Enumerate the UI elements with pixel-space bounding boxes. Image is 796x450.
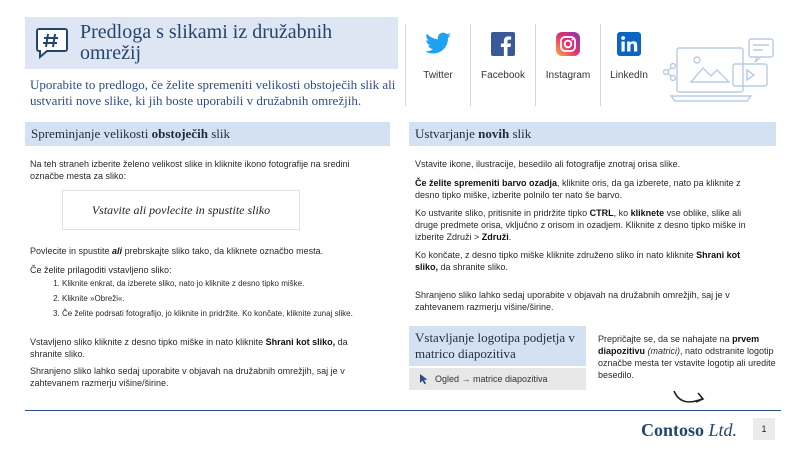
social-label: LinkedIn bbox=[610, 70, 648, 81]
section-header-create bbox=[409, 122, 776, 146]
image-placeholder-label: Vstavite ali povlecite in spustite sliko bbox=[91, 203, 271, 217]
laptop-illustration-icon bbox=[663, 38, 781, 110]
text-pre: Vstavljeno sliko kliknite z desno tipko miške in nato kliknite bbox=[30, 337, 266, 347]
section-header-logo: Vstavljanje logotipa podjetja v matrico diapozitiva bbox=[409, 326, 586, 366]
brand-logo bbox=[641, 420, 737, 441]
text-bold: Shrani kot sliko, bbox=[265, 337, 336, 347]
text-pre: Ko ustvarite sliko, pritisnite in pridržite tipko bbox=[415, 208, 590, 218]
paragraph: Če želite prilagoditi vstavljeno sliko: bbox=[30, 265, 172, 275]
text-bold: prvem diapozitivu bbox=[598, 334, 760, 356]
page-title: Predloga s slikami iz družabnih omrežij bbox=[80, 21, 333, 64]
view-slide-master-link[interactable] bbox=[409, 368, 586, 390]
curved-arrow-icon bbox=[672, 385, 708, 411]
facebook-icon bbox=[491, 32, 515, 56]
text-pre: Prepričajte se, da se nahajate na bbox=[598, 334, 733, 344]
text-mid: , ko bbox=[613, 208, 631, 218]
text-bold: kliknete bbox=[630, 208, 665, 218]
heading-bold: novih bbox=[478, 126, 510, 141]
paragraph bbox=[415, 207, 765, 243]
social-label: Facebook bbox=[481, 70, 525, 81]
heading-pre: Spreminjanje velikosti bbox=[31, 126, 152, 141]
text-post: prebrskajte sliko tako, da kliknete označbo mesta. bbox=[122, 246, 324, 256]
instagram-icon bbox=[556, 32, 580, 56]
paragraph: Na teh straneh izberite želeno velikost slike in kliknite ikono fotografije na sredini označbe mesta za sliko: bbox=[30, 159, 350, 181]
text-post: , kliknite oris, da ga izberete, nato pa kliknite z desno tipko miške, izberite polnilo ter nato še barvo. bbox=[415, 178, 741, 200]
text-pre: Ko končate, z desno tipko miške kliknite združeno sliko in nato kliknite bbox=[415, 250, 697, 260]
text-bold: Združi bbox=[481, 232, 509, 242]
linkedin-icon bbox=[617, 32, 641, 56]
page-number: 1 bbox=[753, 418, 775, 440]
brand-name: Contoso bbox=[641, 420, 705, 440]
intro-text: Uporabite to predlogo, če želite spremeniti velikosti obstoječih slik ali ustvariti nove slike, ki jih boste uporabili v družabnih omrežjih. bbox=[30, 77, 396, 108]
paragraph bbox=[30, 336, 370, 360]
list-item: 1. Kliknite enkrat, da izberete sliko, nato jo kliknite z desno tipko miške. bbox=[62, 278, 368, 289]
cursor-icon bbox=[419, 373, 429, 385]
paragraph: Shranjeno sliko lahko sedaj uporabite v objavah na družabnih omrežjih, saj je v zahtevanem razmerju višine/širine. bbox=[30, 366, 345, 388]
brand-suffix: Ltd. bbox=[704, 420, 738, 440]
social-label: Instagram bbox=[545, 70, 591, 81]
heading-pre: Ustvarjanje bbox=[415, 126, 479, 141]
view-path-label: Ogled → matrice diapozitiva bbox=[435, 374, 548, 384]
text-bold: Shrani kot sliko, bbox=[415, 250, 741, 272]
social-label: Twitter bbox=[423, 70, 453, 81]
heading-post: slik bbox=[509, 126, 532, 141]
footer-divider bbox=[25, 410, 781, 411]
steps-list bbox=[48, 278, 368, 323]
logo-note bbox=[598, 333, 780, 381]
list-item: 3. Če želite podrsati fotografijo, jo kliknite in pridržite. Ko končate, kliknite zunaj slike. bbox=[62, 308, 368, 319]
social-facebook[interactable] bbox=[471, 32, 535, 81]
text-pre: Povlecite in spustite bbox=[30, 246, 113, 256]
heading-post: slik bbox=[207, 126, 230, 141]
paragraph bbox=[415, 249, 765, 273]
text-bold: CTRL bbox=[589, 208, 614, 218]
section-header-resize bbox=[25, 122, 390, 146]
social-instagram[interactable] bbox=[536, 32, 600, 81]
list-item: 2. Kliknite »Obreži«. bbox=[62, 293, 368, 304]
image-placeholder[interactable] bbox=[62, 190, 300, 230]
text-bold: ali bbox=[112, 246, 123, 256]
text-post: da shranite sliko. bbox=[30, 337, 348, 359]
text-italic: (matrici) bbox=[645, 346, 680, 356]
twitter-icon bbox=[424, 32, 452, 56]
text-post: da shranite sliko. bbox=[438, 262, 509, 272]
paragraph: Vstavite ikone, ilustracije, besedilo ali fotografije znotraj orisa slike. bbox=[415, 159, 681, 169]
paragraph bbox=[415, 177, 765, 201]
hashtag-icon bbox=[35, 25, 69, 59]
social-twitter[interactable] bbox=[406, 32, 470, 81]
paragraph: Shranjeno sliko lahko sedaj uporabite v objavah na družabnih omrežjih, saj je v zahtevanem razmerju višine/širine. bbox=[415, 290, 730, 312]
text-bold: Če želite spremeniti barvo ozadja bbox=[415, 178, 558, 188]
paragraph bbox=[30, 245, 375, 257]
text-post: . bbox=[508, 232, 512, 242]
heading-bold: obstoječih bbox=[151, 126, 208, 141]
title-box bbox=[25, 17, 398, 69]
social-linkedin[interactable] bbox=[597, 32, 661, 81]
text-mid: vse oblike, slike ali druge predmete orisa, vključno z orisom in ozadjem. Kliknite z desno tipko miške in izberite Združi > bbox=[415, 208, 746, 242]
text-post: , nato odstranite logotip označbe mesta ter vstavite logotip ali uredite besedilo. bbox=[598, 346, 776, 380]
